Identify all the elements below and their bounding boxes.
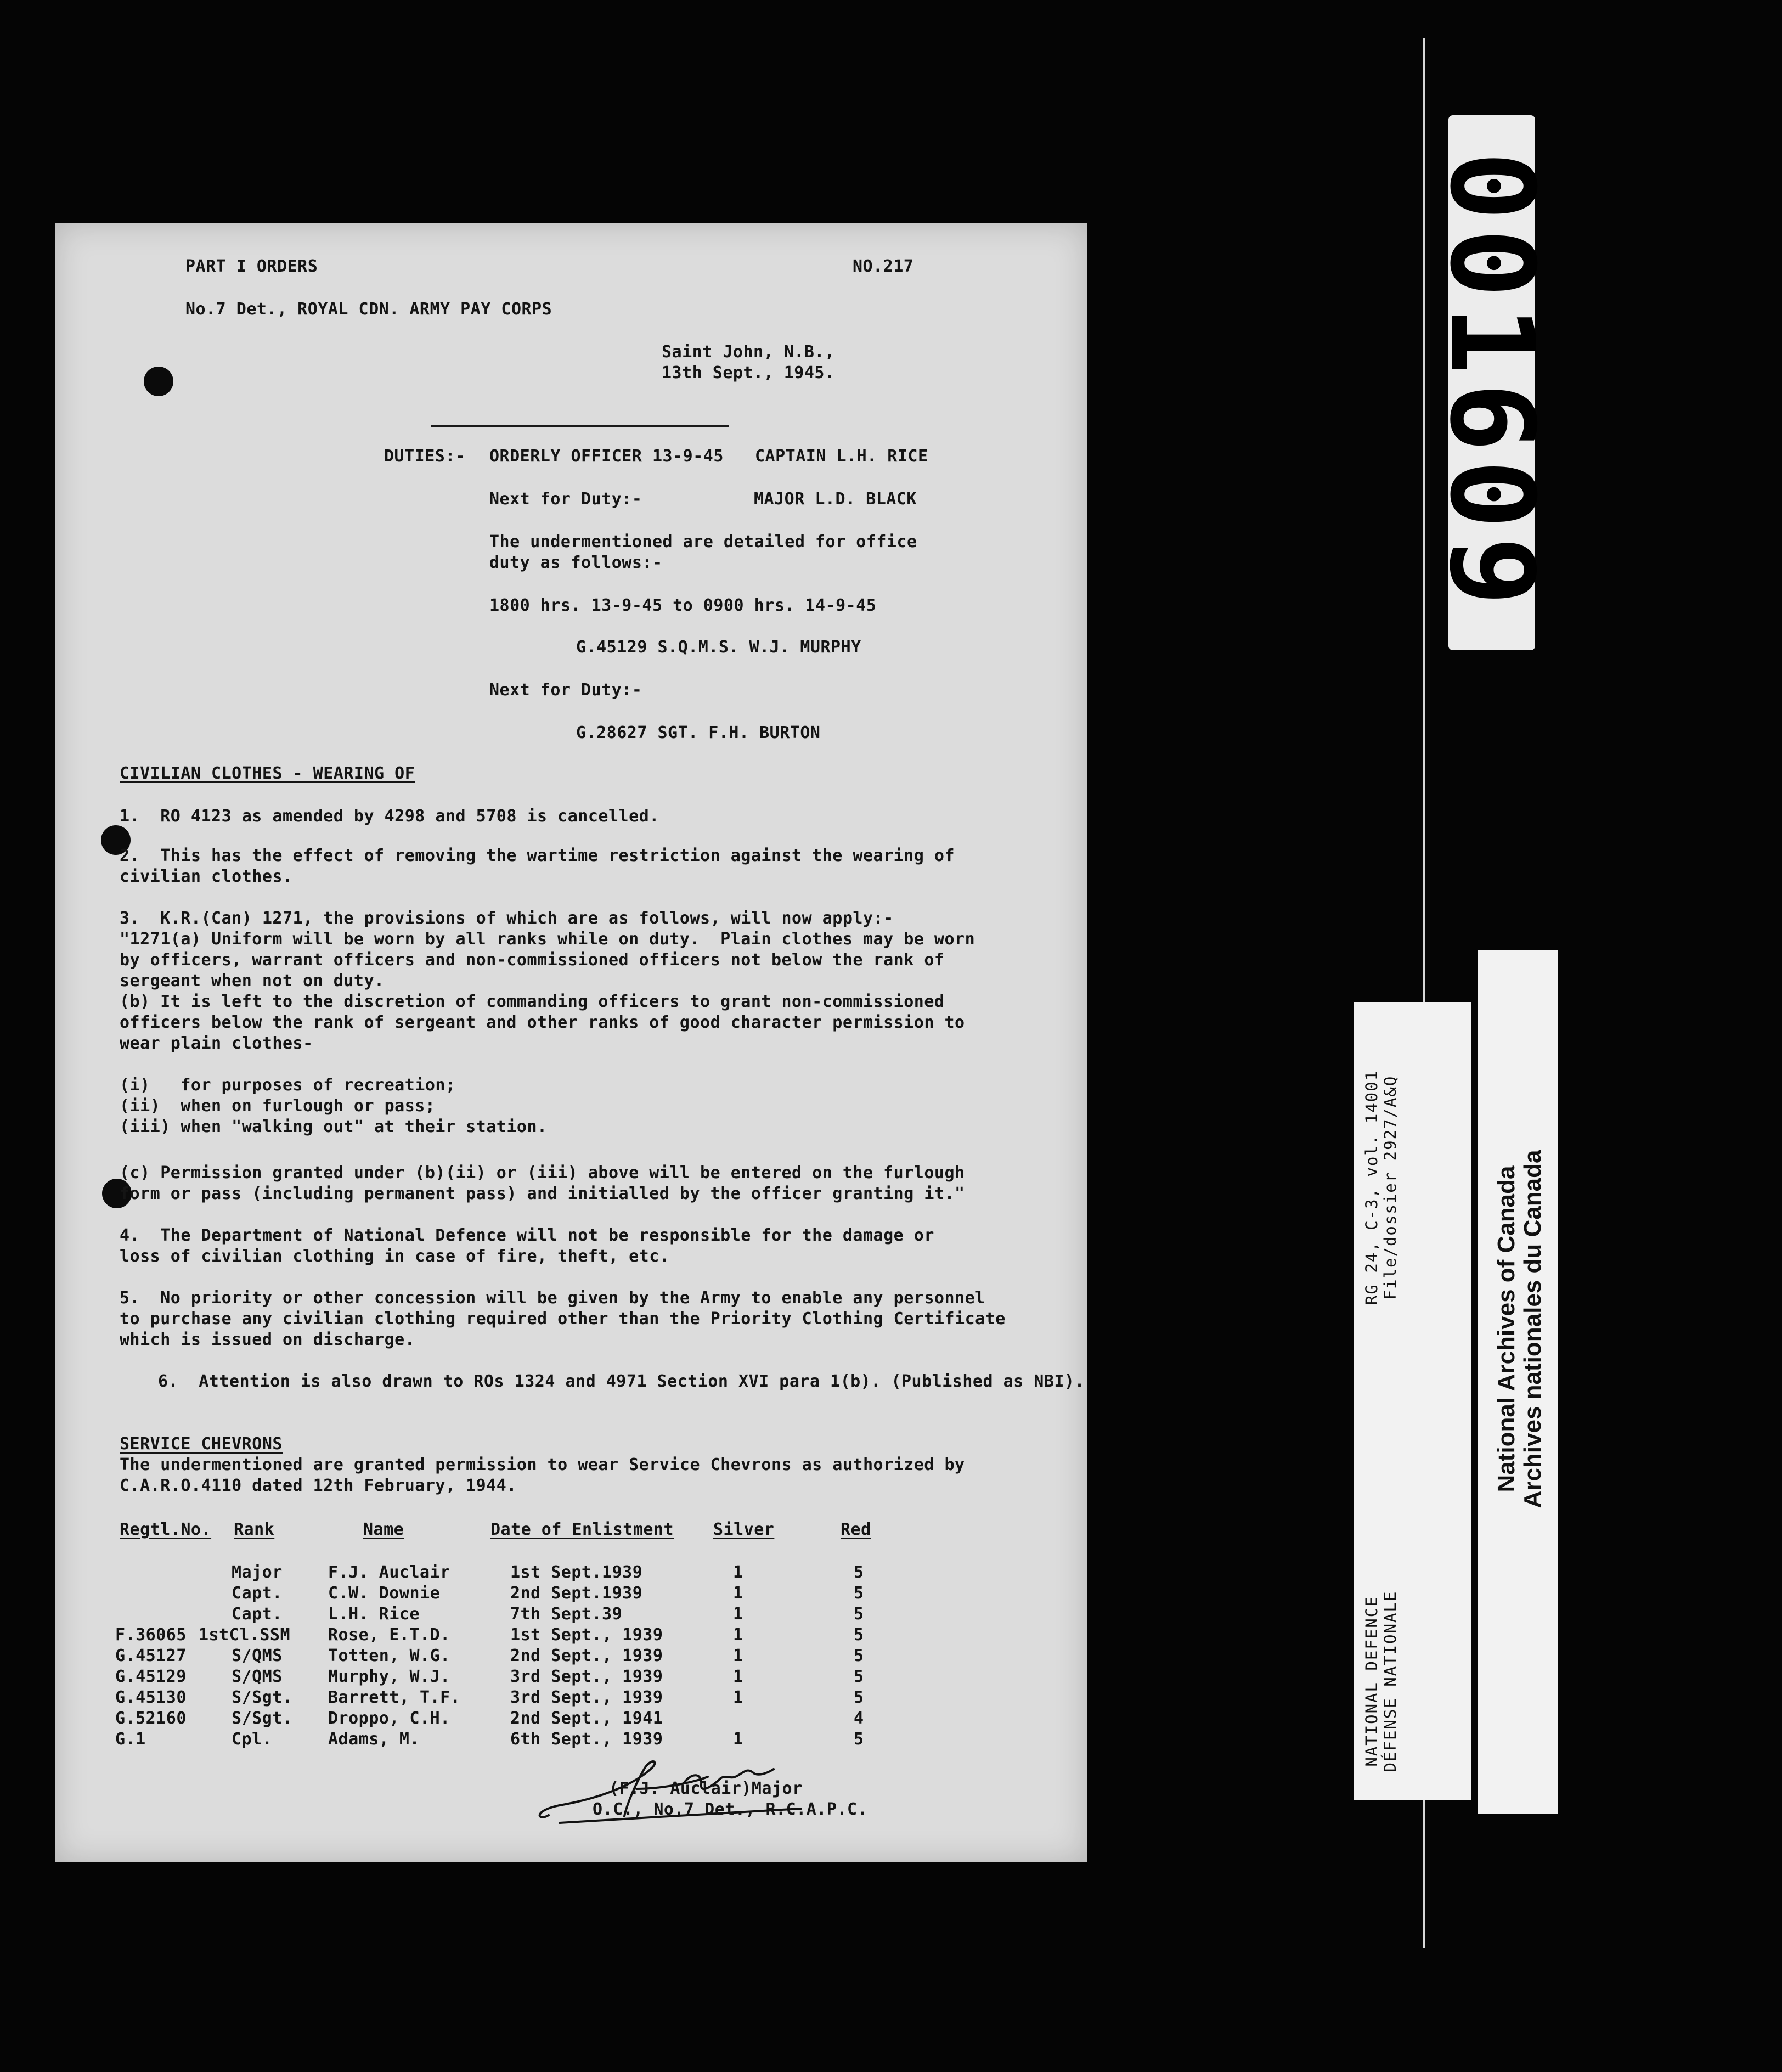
paragraph-line: officers below the rank of sergeant and other ranks of good character permission to — [120, 1013, 965, 1032]
table-cell: Barrett, T.F. — [328, 1688, 461, 1707]
paragraph-line: which is issued on discharge. — [120, 1330, 415, 1349]
table-cell: 5 — [854, 1688, 864, 1707]
paragraph-line: 2. This has the effect of removing the wartime restriction against the wearing of — [120, 846, 955, 865]
reference-line: File/dossier 2927/A&Q — [1381, 1075, 1400, 1300]
table-cell: 5 — [854, 1604, 864, 1624]
duty-person: G.28627 SGT. F.H. BURTON — [576, 723, 821, 742]
table-cell: 6th Sept., 1939 — [510, 1730, 663, 1749]
duty-hours: 1800 hrs. 13-9-45 to 0900 hrs. 14-9-45 — [489, 596, 877, 615]
order-number: NO.217 — [853, 257, 914, 276]
paragraph-line: 5. No priority or other concession will be given by the Army to enable any personnel — [120, 1288, 985, 1308]
table-row — [55, 1604, 1087, 1626]
table-cell: Adams, M. — [328, 1730, 420, 1749]
paragraph-line: (b) It is left to the discretion of commanding officers to grant non-commissioned — [120, 992, 945, 1011]
column-header: Regtl.No. — [120, 1520, 212, 1539]
dnd-french: DÉFENSE NATIONALE — [1381, 1590, 1400, 1772]
paragraph-line: by officers, warrant officers and non-commissioned officers not below the rank of — [120, 950, 945, 970]
table-cell: S/QMS — [232, 1667, 283, 1686]
date-line: 13th Sept., 1945. — [662, 363, 835, 382]
chevrons-intro: C.A.R.O.4110 dated 12th February, 1944. — [120, 1476, 517, 1495]
table-cell: 1stCl.SSM — [199, 1625, 291, 1645]
paragraph-line: loss of civilian clothing in case of fire, theft, etc. — [120, 1247, 670, 1266]
reference-line: RG 24, C-3, vol. 14001 — [1362, 1069, 1381, 1305]
table-cell: 1 — [733, 1730, 743, 1749]
place-line: Saint John, N.B., — [662, 342, 835, 362]
dnd-english: NATIONAL DEFENCE — [1362, 1596, 1381, 1767]
signature-title: O.C., No.7 Det., R.C.A.P.C. — [593, 1800, 868, 1819]
table-cell: 2nd Sept., 1941 — [510, 1709, 663, 1728]
table-cell: 5 — [854, 1625, 864, 1645]
table-cell: Totten, W.G. — [328, 1646, 450, 1665]
column-header: Name — [363, 1520, 404, 1539]
table-cell: 1 — [733, 1688, 743, 1707]
table-row — [55, 1730, 1087, 1752]
table-cell: S/Sgt. — [232, 1688, 293, 1707]
table-cell: 5 — [854, 1730, 864, 1749]
list-item: (ii) when on furlough or pass; — [120, 1096, 436, 1116]
signature-name: (F.J. Auclair)Major — [609, 1779, 803, 1798]
paragraph-line: 6. Attention is also drawn to ROs 1324 and 4971 Section XVI para 1(b). (Published as NBI). — [158, 1372, 1085, 1391]
table-cell: F.J. Auclair — [328, 1563, 450, 1582]
table-cell: Droppo, C.H. — [328, 1709, 450, 1728]
table-cell: Capt. — [232, 1604, 283, 1624]
table-cell: 3rd Sept., 1939 — [510, 1688, 663, 1707]
table-cell: 2nd Sept., 1939 — [510, 1646, 663, 1665]
table-cell: 1 — [733, 1667, 743, 1686]
order-document — [55, 223, 1087, 1862]
table-cell: 7th Sept.39 — [510, 1604, 623, 1624]
civilian-clothes-heading: CIVILIAN CLOTHES - WEARING OF — [120, 764, 415, 783]
table-cell: 4 — [854, 1709, 864, 1728]
table-cell: 1 — [733, 1646, 743, 1665]
table-header — [55, 1520, 1087, 1542]
table-cell: L.H. Rice — [328, 1604, 420, 1624]
next-for-duty-name: MAJOR L.D. BLACK — [754, 489, 917, 509]
table-cell: 5 — [854, 1667, 864, 1686]
table-cell: G.52160 — [115, 1709, 187, 1728]
divider-line — [431, 425, 729, 427]
table-cell: 3rd Sept., 1939 — [510, 1667, 663, 1686]
next-for-duty-label: Next for Duty:- — [489, 489, 642, 509]
table-cell: 1 — [733, 1584, 743, 1603]
paragraph-line: form or pass (including permanent pass) and initialled by the officer granting it." — [120, 1184, 965, 1203]
paragraph-line: 4. The Department of National Defence will not be responsible for the damage or — [120, 1226, 934, 1245]
unit-name: No.7 Det., ROYAL CDN. ARMY PAY CORPS — [185, 300, 552, 319]
table-row — [55, 1667, 1087, 1689]
paragraph-line: wear plain clothes- — [120, 1034, 313, 1053]
archives-english: National Archives of Canada — [1493, 1166, 1520, 1493]
table-cell: 1 — [733, 1604, 743, 1624]
column-header: Rank — [234, 1520, 275, 1539]
duties-label: DUTIES:- — [384, 447, 466, 466]
punch-hole — [144, 367, 173, 396]
table-cell: Cpl. — [232, 1730, 273, 1749]
paragraph-line: sergeant when not on duty. — [120, 971, 385, 990]
table-row — [55, 1646, 1087, 1668]
table-cell: S/Sgt. — [232, 1709, 293, 1728]
table-row — [55, 1584, 1087, 1606]
duty-person: G.45129 S.Q.M.S. W.J. MURPHY — [576, 638, 861, 657]
column-header: Date of Enlistment — [490, 1520, 674, 1539]
service-chevrons-heading: SERVICE CHEVRONS — [120, 1434, 283, 1454]
table-cell: F.36065 — [115, 1625, 187, 1645]
table-cell: 1st Sept., 1939 — [510, 1625, 663, 1645]
table-row — [55, 1625, 1087, 1647]
table-row — [55, 1709, 1087, 1731]
table-cell: C.W. Downie — [328, 1584, 441, 1603]
table-cell: 1st Sept.1939 — [510, 1563, 643, 1582]
paragraph-line: (c) Permission granted under (b)(ii) or (iii) above will be entered on the furlough — [120, 1163, 965, 1183]
table-cell: 5 — [854, 1646, 864, 1665]
table-cell: 1 — [733, 1563, 743, 1582]
table-cell: Murphy, W.J. — [328, 1667, 450, 1686]
list-item: (iii) when "walking out" at their station. — [120, 1117, 548, 1136]
detail-line: The undermentioned are detailed for office — [489, 532, 917, 551]
table-cell: 2nd Sept.1939 — [510, 1584, 643, 1603]
list-item: (i) for purposes of recreation; — [120, 1076, 456, 1095]
table-row — [55, 1688, 1087, 1710]
table-cell: S/QMS — [232, 1646, 283, 1665]
chevrons-intro: The undermentioned are granted permission to wear Service Chevrons as authorized by — [120, 1455, 965, 1474]
paragraph-line: civilian clothes. — [120, 867, 293, 886]
orderly-officer-line: ORDERLY OFFICER 13-9-45 — [489, 447, 724, 466]
table-cell: 5 — [854, 1584, 864, 1603]
next-for-duty-label: Next for Duty:- — [489, 680, 642, 700]
column-header: Silver — [713, 1520, 775, 1539]
table-cell: Major — [232, 1563, 283, 1582]
detail-line: duty as follows:- — [489, 553, 663, 572]
table-cell: 5 — [854, 1563, 864, 1582]
paragraph-line: 1. RO 4123 as amended by 4298 and 5708 is cancelled. — [120, 807, 659, 826]
paragraph-line: 3. K.R.(Can) 1271, the provisions of which are as follows, will now apply:- — [120, 909, 894, 928]
table-cell: 1 — [733, 1625, 743, 1645]
orderly-officer-name: CAPTAIN L.H. RICE — [755, 447, 928, 466]
table-cell: G.1 — [115, 1730, 146, 1749]
part-heading: PART I ORDERS — [185, 257, 318, 276]
table-cell: Capt. — [232, 1584, 283, 1603]
table-cell: Rose, E.T.D. — [328, 1625, 450, 1645]
table-cell: G.45130 — [115, 1688, 187, 1707]
table-cell: G.45129 — [115, 1667, 187, 1686]
paragraph-line: "1271(a) Uniform will be worn by all ranks while on duty. Plain clothes may be worn — [120, 930, 975, 949]
paragraph-line: to purchase any civilian clothing required other than the Priority Clothing Certificate — [120, 1309, 1006, 1328]
film-frame-number: 001609 — [1424, 151, 1559, 614]
table-row — [55, 1563, 1087, 1585]
archives-french: Archives nationales du Canada — [1519, 1150, 1546, 1508]
table-cell: G.45127 — [115, 1646, 187, 1665]
column-header: Red — [841, 1520, 871, 1539]
